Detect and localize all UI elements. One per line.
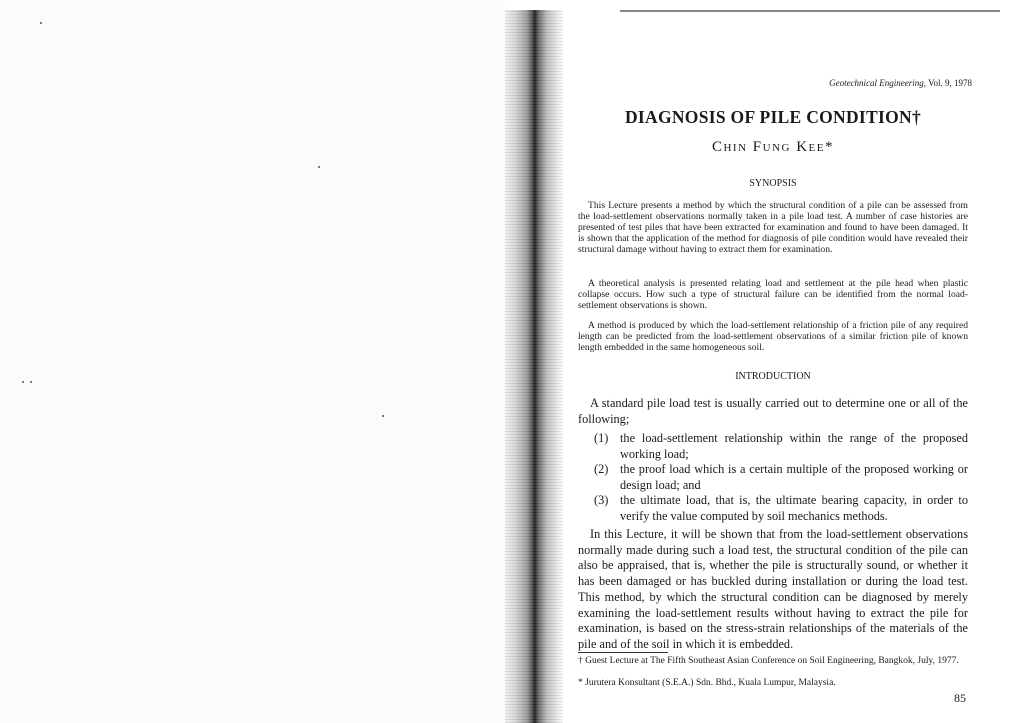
synopsis-heading: SYNOPSIS — [749, 178, 797, 189]
intro-paragraph: A standard pile load test is usually carried out to determine one or all of the following; — [578, 396, 968, 426]
scan-speck — [30, 381, 32, 383]
page-number: 85 — [954, 691, 966, 705]
list-item — [594, 493, 968, 524]
journal-volume: Vol. 9, 1978 — [928, 78, 972, 88]
scan-speck — [318, 166, 320, 168]
footnote: * Jurutera Konsultant (S.E.A.) Sdn. Bhd., Kuala Lumpur, Malaysia. — [578, 678, 836, 688]
scan-speck — [40, 22, 42, 24]
synopsis-paragraph: A theoretical analysis is presented relating load and settlement at the pile head when plastic collapse occurs. How such a type of structural failure can be identified from the normal load-settlement observations is shown. — [578, 278, 968, 311]
paper-title: DIAGNOSIS OF PILE CONDITION† — [624, 107, 922, 127]
introduction-heading: INTRODUCTION — [735, 371, 811, 382]
scan-speck — [22, 381, 24, 383]
list-item-text: the proof load which is a certain multiple of the proposed working or design load; and — [620, 462, 968, 492]
footnote: † Guest Lecture at The Fifth Southeast Asian Conference on Soil Engineering, Bangkok, July, 1977. — [578, 656, 959, 666]
list-item-text: the load-settlement relationship within the range of the proposed working load; — [620, 431, 968, 461]
scan-speck — [382, 415, 384, 417]
book-gutter-shadow — [505, 10, 563, 723]
list-item-text: the ultimate load, that is, the ultimate bearing capacity, in order to verify the value computed by soil mechanics methods. — [620, 493, 968, 523]
intro-paragraph: In this Lecture, it will be shown that from the load-settlement observations normally made during such a load test, the structural condition of the pile can also be appraised, that is, whether the pile is structurally sound, or whether it has been damaged or has buckled during installation or during the load test. This method, by which the structural condition can be diagnosed by merely examining the load-settlement results without having to extract the pile for examination, is based on the stress-strain relationships of the materials of the pile and of the soil in which it is embedded. — [578, 527, 968, 651]
author-name: Chin Fung Kee* — [711, 139, 834, 155]
list-item — [594, 462, 968, 493]
journal-name: Geotechnical Engineering, — [829, 78, 927, 88]
list-item-number: (3) — [594, 493, 609, 507]
scan-top-edge — [620, 10, 1000, 12]
list-item — [594, 431, 968, 462]
list-item-number: (2) — [594, 462, 609, 476]
list-item-number: (1) — [594, 431, 609, 445]
synopsis-paragraph: This Lecture presents a method by which the structural condition of a pile can be assessed from the load-settlement observations normally taken in a pile load test. A number of case histories are presented of test piles that have been extracted for examination and found to have been damaged. It is shown that the application of the method for diagnosis of pile condition would have revealed their structural damage without having to extract them for examination. — [578, 200, 968, 255]
left-blank-page — [0, 0, 505, 723]
footnote-divider — [578, 652, 668, 653]
journal-reference — [829, 78, 972, 88]
synopsis-paragraph: A method is produced by which the load-settlement relationship of a friction pile of any required length can be predicted from the load-settlement observations of a similar friction pile of known length embedded in the same homogeneous soil. — [578, 320, 968, 353]
